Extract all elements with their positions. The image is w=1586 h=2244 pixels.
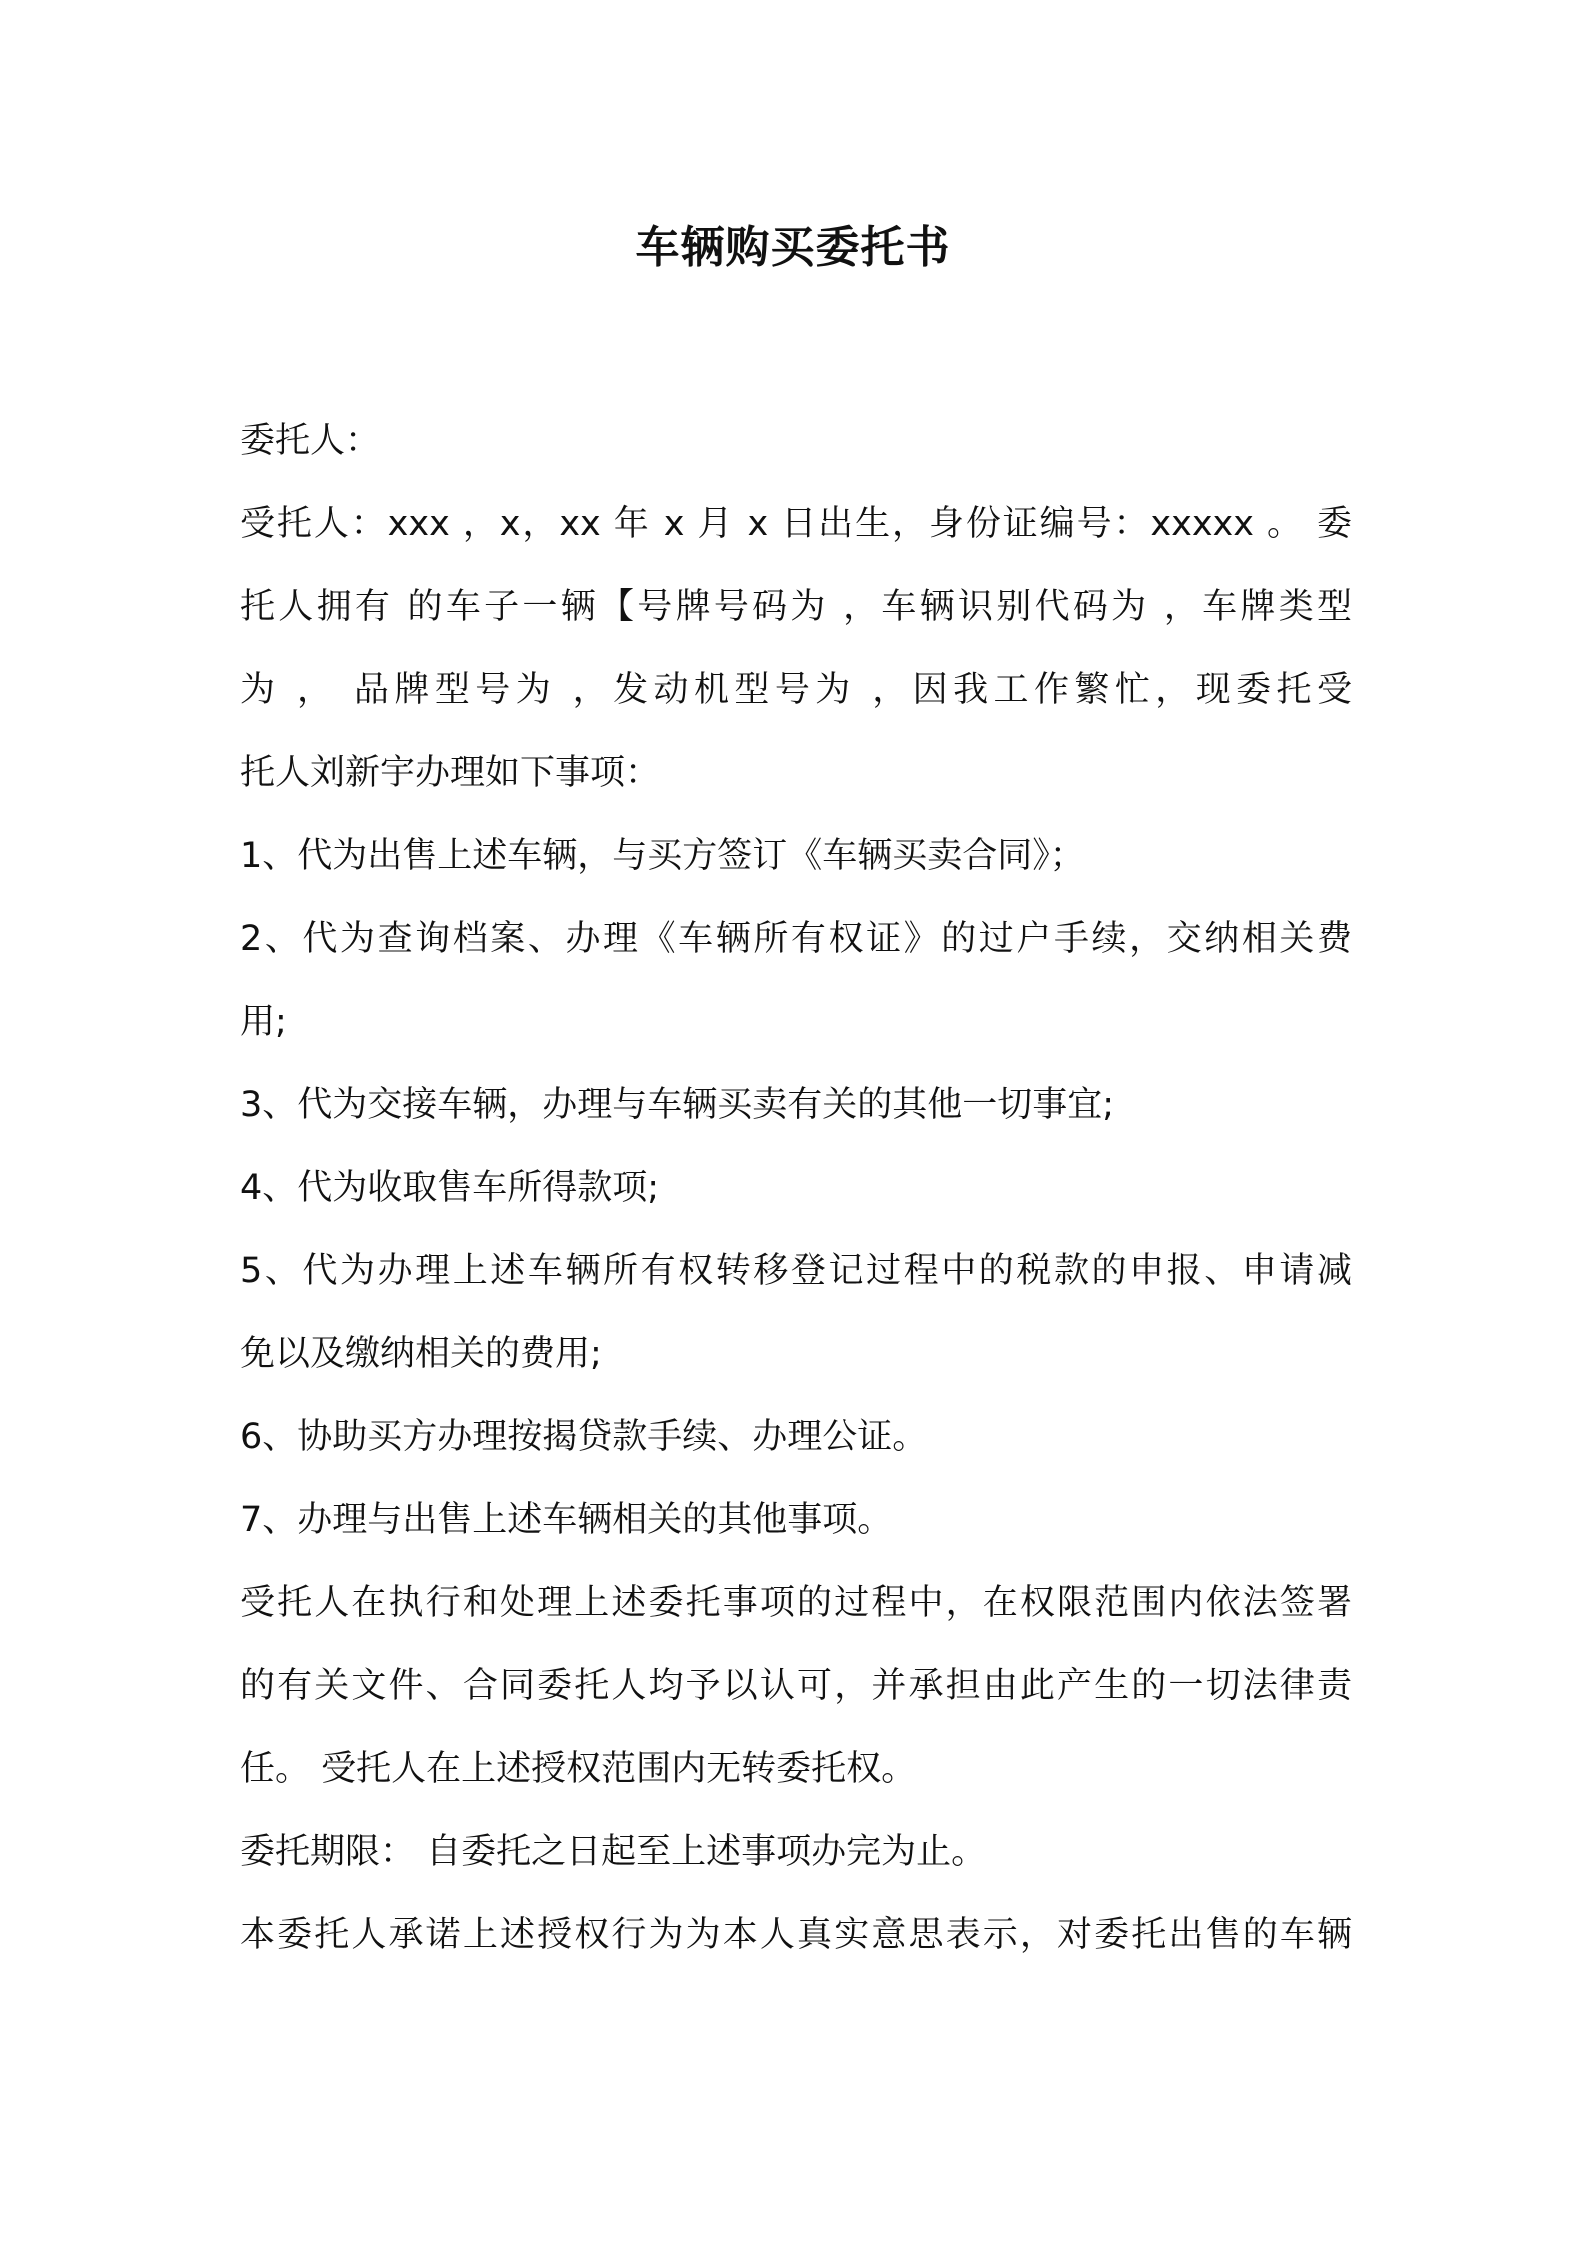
mandate-item-7: 7、办理与出售上述车辆相关的其他事项。 <box>240 1500 893 1540</box>
mandate-item-5: 5、代为办理上述车辆所有权转移登记过程中的税款的申报、申请减 <box>240 1251 1352 1291</box>
principal-line: 委托人： <box>240 421 381 461</box>
mandate-item-5-cont: 免以及缴纳相关的费用; <box>240 1334 602 1374</box>
document-body <box>240 400 1352 1977</box>
commitment-line: 本委托人承诺上述授权行为为本人真实意思表示，对委托出售的车辆 <box>240 1915 1352 1955</box>
vehicle-info-line: 为 ， 品牌型号为 ，发动机型号为 ，因我工作繁忙，现委托受 <box>240 670 1352 710</box>
vehicle-info-line: 托人拥有 的车子一辆【号牌号码为 ，车辆识别代码为 ，车牌类型 <box>240 587 1352 627</box>
authority-paragraph-line: 任。 受托人在上述授权范围内无转委托权。 <box>240 1749 917 1789</box>
mandate-item-2: 2、代为查询档案、办理《车辆所有权证》的过户手续，交纳相关费 <box>240 919 1352 959</box>
mandate-intro-line: 托人刘新宇办理如下事项： <box>240 753 661 793</box>
agent-info-line: 受托人：xxx ，x，xx 年 x 月 x 日出生，身份证编号：xxxxx 。 委 <box>240 504 1352 544</box>
mandate-item-2-cont: 用; <box>240 1002 287 1042</box>
mandate-item-6: 6、协助买方办理按揭贷款手续、办理公证。 <box>240 1417 928 1457</box>
authority-paragraph-line: 的有关文件、合同委托人均予以认可，并承担由此产生的一切法律责 <box>240 1666 1352 1706</box>
mandate-item-1: 1、代为出售上述车辆，与买方签订《车辆买卖合同》； <box>240 836 1085 876</box>
mandate-item-4: 4、代为收取售车所得款项; <box>240 1168 660 1208</box>
document-title: 车辆购买委托书 <box>635 222 951 273</box>
term-line: 委托期限： 自委托之日起至上述事项办完为止。 <box>240 1832 987 1872</box>
authority-paragraph-line: 受托人在执行和处理上述委托事项的过程中，在权限范围内依法签署 <box>240 1583 1352 1623</box>
mandate-item-3: 3、代为交接车辆，办理与车辆买卖有关的其他一切事宜; <box>240 1085 1115 1125</box>
